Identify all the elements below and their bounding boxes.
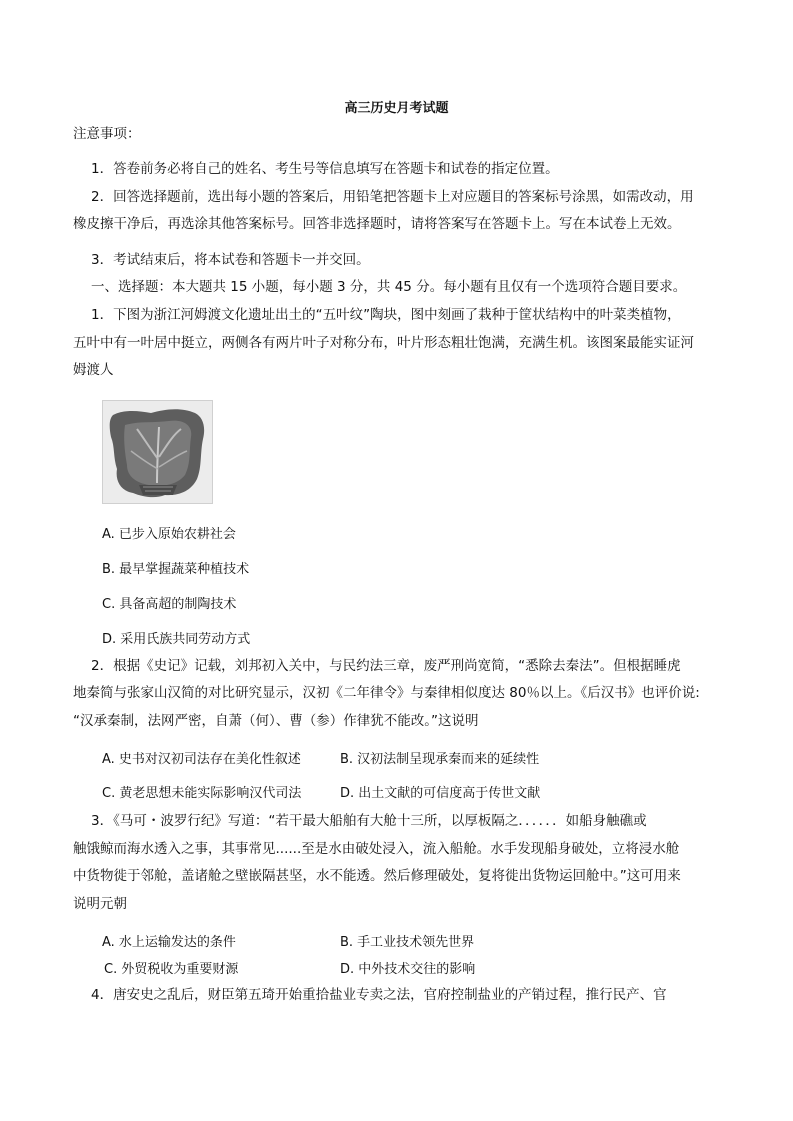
- notice-item-2-line-1: 2．回答选择题前，选出每小题的答案后，用铅笔把答题卡上对应题目的答案标号涂黑，如需改动，用: [91, 189, 694, 205]
- q2-stem-line-3: “汉承秦制，法网严密，自萧（何）、曹（参）作律犹不能改。”这说明: [73, 713, 479, 729]
- q1-option-d: D. 采用氏族共同劳动方式: [102, 632, 251, 647]
- page-title: 高三历史月考试题: [344, 101, 449, 116]
- q3-stem-line-4: 说明元朝: [73, 896, 127, 912]
- q3-option-c: C. 外贸税收为重要财源: [104, 962, 239, 977]
- q2-option-a: A. 史书对汉初司法存在美化性叙述: [102, 752, 301, 767]
- q3-option-d: D. 中外技术交往的影响: [340, 962, 476, 977]
- q2-option-d: D. 出土文献的可信度高于传世文献: [340, 786, 541, 801]
- section-1-header: 一、选择题：本大题共 15 小题，每小题 3 分，共 45 分。每小题有且仅有一个选项符合题目要求。: [91, 279, 687, 295]
- q2-option-b: B. 汉初法制呈现承秦而来的延续性: [340, 752, 540, 767]
- notice-item-1: 1．答卷前务必将自己的姓名、考生号等信息填写在答题卡和试卷的指定位置。: [91, 161, 559, 177]
- notice-heading: 注意事项：: [73, 126, 141, 142]
- q1-stem-line-1: 1．下图为浙江河姆渡文化遗址出土的“五叶纹”陶块，图中刻画了栽种于筐状结构中的叶菜类植物，: [91, 307, 681, 323]
- q1-stem-line-2: 五叶中有一叶居中挺立，两侧各有两片叶子对称分布，叶片形态粗壮饱满，充满生机。该图案最能实证河: [73, 335, 694, 351]
- notice-item-3: 3．考试结束后，将本试卷和答题卡一并交回。: [91, 252, 370, 268]
- pottery-shard-image: [102, 400, 213, 504]
- q1-stem-line-3: 姆渡人: [73, 362, 114, 378]
- q2-stem-line-2: 地秦简与张家山汉简的对比研究显示，汉初《二年律令》与秦律相似度达 80％以上。《后汉书》也评价说:: [73, 685, 700, 701]
- notice-item-2-line-2: 橡皮擦干净后，再选涂其他答案标号。回答非选择题时，请将答案写在答题卡上。写在本试卷上无效。: [73, 216, 681, 232]
- q3-stem-line-1: 3．《马可・波罗行纪》写道：“若干最大船舶有大舱十三所，以厚板隔之．．．．．．如船身触礁或: [91, 813, 647, 829]
- q1-option-c: C. 具备高超的制陶技术: [102, 597, 237, 612]
- q3-stem-line-3: 中货物徙于邻舱，盖诸舱之壁嵌隔甚坚，水不能透。然后修理破处，复将徙出货物运回舱中。”这可用来: [73, 868, 681, 884]
- q3-stem-line-2: 触饿鲸而海水透入之事，其事常见......至是水由破处浸入，流入船舱。水手发现船身破处，立将浸水舱: [73, 841, 680, 857]
- q4-stem-line-1: 4．唐安史之乱后，财臣第五琦开始重拾盐业专卖之法，官府控制盐业的产销过程，推行民产、官: [91, 987, 667, 1003]
- q3-option-a: A. 水上运输发达的条件: [102, 935, 236, 950]
- q1-option-a: A. 已步入原始农耕社会: [102, 527, 236, 542]
- q2-option-c: C. 黄老思想未能实际影响汉代司法: [102, 786, 302, 801]
- q1-option-b: B. 最早掌握蔬菜种植技术: [102, 562, 250, 577]
- q2-stem-line-1: 2．根据《史记》记载，刘邦初入关中，与民约法三章，废严刑尚宽简，“悉除去秦法”。但根据睡虎: [91, 658, 681, 674]
- q3-option-b: B. 手工业技术领先世界: [340, 935, 475, 950]
